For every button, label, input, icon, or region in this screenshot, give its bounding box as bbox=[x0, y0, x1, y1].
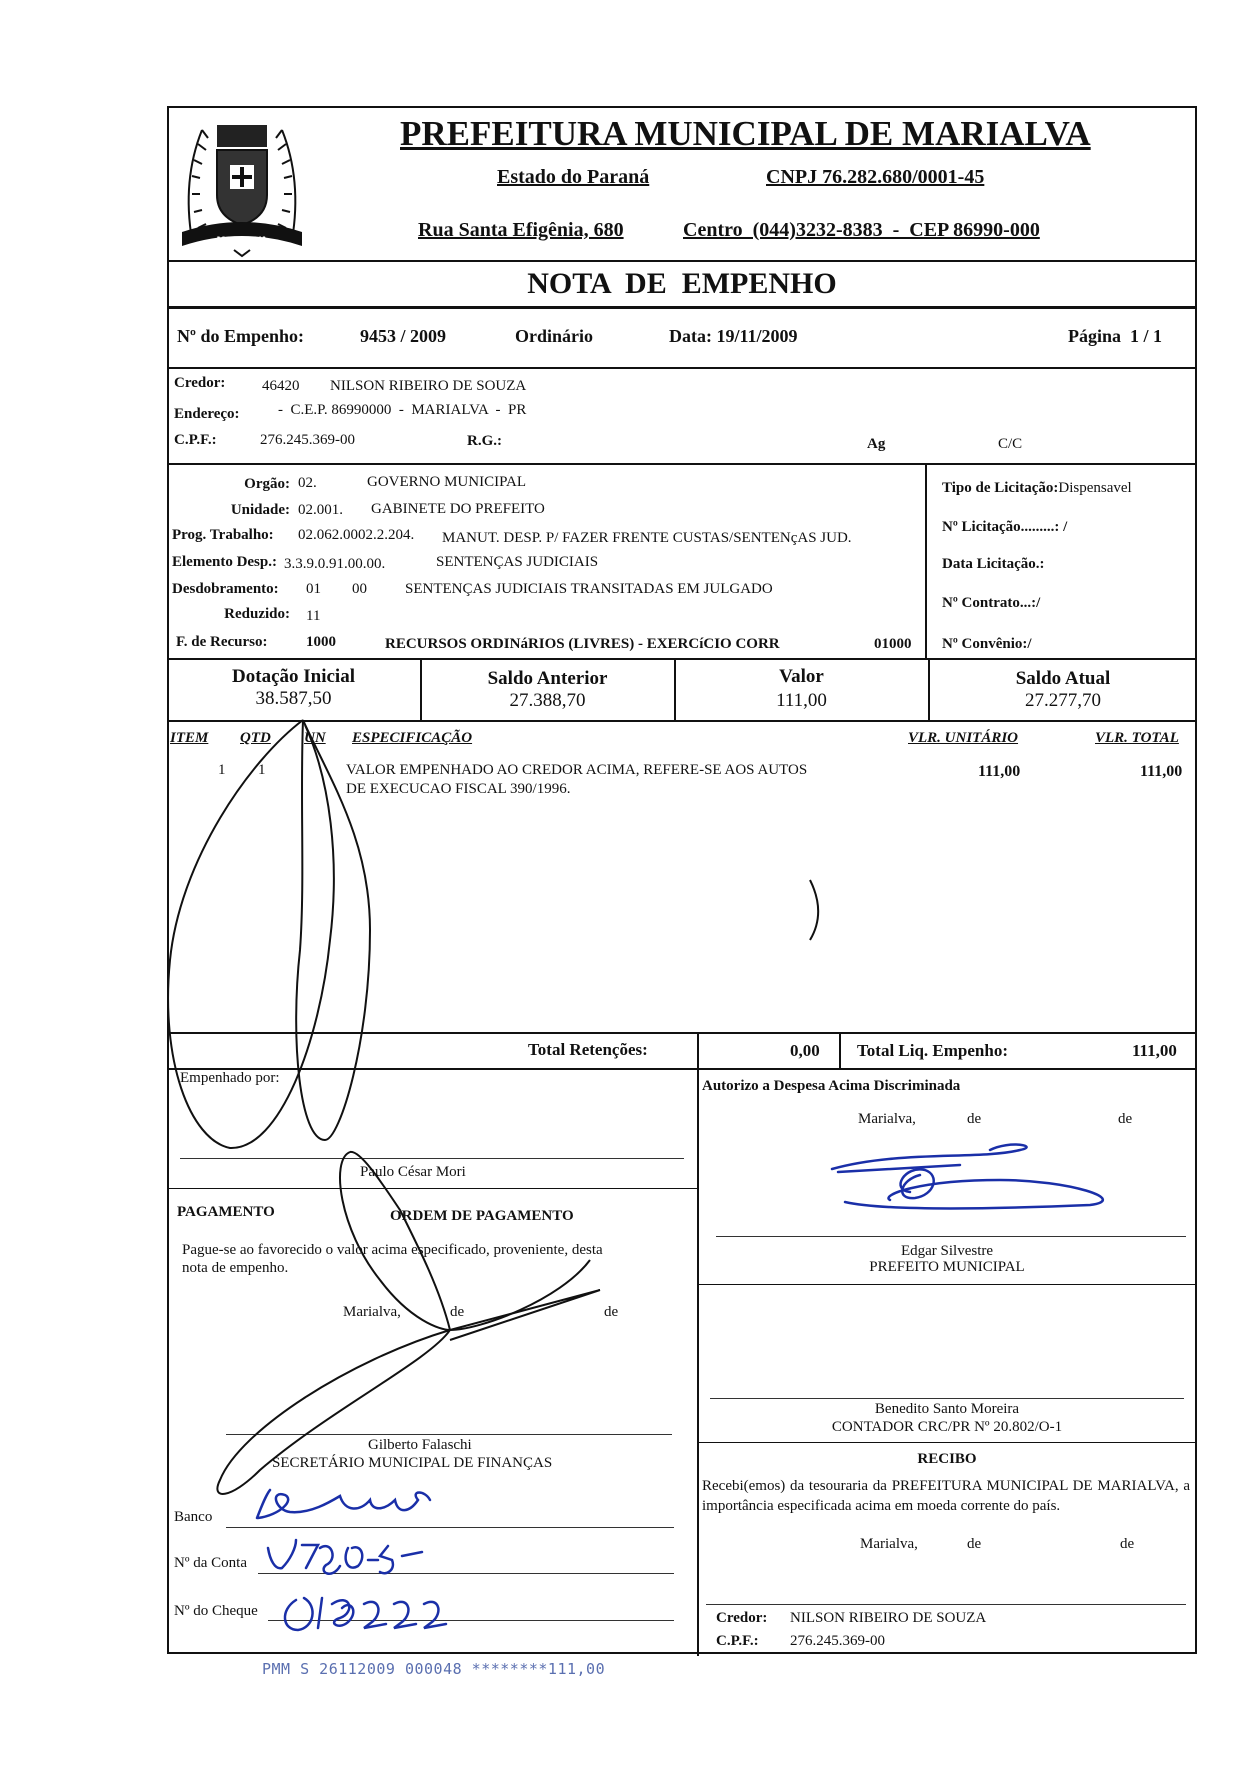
pagamento-de-1: de bbox=[450, 1304, 465, 1320]
items-header-unit: VLR. UNITÁRIO bbox=[908, 730, 1019, 746]
total-liquido-label: Total Liq. Empenho: bbox=[857, 1041, 1008, 1060]
rg-label: R.G.: bbox=[467, 433, 502, 449]
licitacao-date: Data Licitação.: bbox=[942, 556, 1045, 572]
recibo-cpf-label: C.P.F.: bbox=[716, 1633, 759, 1649]
endereco-value: - C.E.P. 86990000 - MARIALVA - PR bbox=[278, 402, 527, 418]
convenio-number: Nº Convênio:/ bbox=[942, 636, 1032, 652]
recibo-de-1: de bbox=[967, 1536, 982, 1552]
endereco-label: Endereço: bbox=[174, 406, 240, 422]
recurso-code: 1000 bbox=[306, 634, 336, 650]
saldo-anterior-label: Saldo Anterior bbox=[487, 668, 608, 689]
retencoes-label: Total Retenções: bbox=[528, 1040, 648, 1059]
empenho-type: Ordinário bbox=[515, 326, 594, 346]
pagamento-role: SECRETÁRIO MUNICIPAL DE FINANÇAS bbox=[272, 1455, 553, 1471]
divider bbox=[167, 1032, 1197, 1034]
divider bbox=[167, 658, 1197, 660]
header-title: PREFEITURA MUNICIPAL DE MARIALVA bbox=[400, 114, 1091, 153]
item-spec-line-1: VALOR EMPENHADO AO CREDOR ACIMA, REFERE-SE AOS AUTOS bbox=[346, 762, 808, 778]
recibo-place: Marialva, bbox=[860, 1536, 918, 1552]
divider bbox=[167, 260, 1197, 262]
recurso-code-2: 01000 bbox=[874, 636, 912, 652]
empenhado-label: Empenhado por: bbox=[180, 1070, 280, 1086]
divider bbox=[167, 1068, 1197, 1070]
pagamento-text-1: Pague-se ao favorecido o valor acima especificado, proveniente, desta bbox=[182, 1242, 603, 1258]
credor-code: 46420 bbox=[262, 378, 300, 394]
reduzido-value: 11 bbox=[306, 608, 321, 624]
signature-line bbox=[716, 1236, 1186, 1237]
signature-line bbox=[180, 1158, 684, 1159]
ag-label: Ag bbox=[867, 436, 886, 452]
contador-role: CONTADOR CRC/PR Nº 20.802/O-1 bbox=[831, 1419, 1063, 1435]
cpf-value: 276.245.369-00 bbox=[260, 432, 355, 448]
divider bbox=[839, 1032, 841, 1068]
orgao-code: 02. bbox=[298, 475, 317, 491]
conta-line bbox=[258, 1573, 674, 1574]
dotacao-inicial-label: Dotação Inicial bbox=[232, 666, 355, 687]
credor-label: Credor: bbox=[174, 375, 226, 391]
header-address: Rua Santa Efigênia, 680 bbox=[418, 219, 624, 241]
desdobramento-name: SENTENÇAS JUDICIAIS TRANSITADAS EM JULGADO bbox=[405, 581, 773, 597]
valor-value: 111,00 bbox=[776, 690, 827, 711]
municipal-coat-of-arms-icon bbox=[172, 110, 312, 260]
contador-signer: Benedito Santo Moreira bbox=[874, 1401, 1020, 1417]
header-state: Estado do Paraná bbox=[497, 166, 650, 188]
divider bbox=[697, 1442, 1197, 1443]
desdobramento-code-1: 01 bbox=[306, 581, 321, 597]
item-qtd: 1 bbox=[258, 762, 266, 778]
elemento-name: SENTENÇAS JUDICIAIS bbox=[436, 554, 599, 570]
divider bbox=[167, 463, 1197, 465]
valor-label: Valor bbox=[779, 666, 824, 687]
ordem-pagamento-label: ORDEM DE PAGAMENTO bbox=[390, 1208, 574, 1224]
retencoes-value: 0,00 bbox=[790, 1041, 820, 1060]
reduzido-label: Reduzido: bbox=[224, 606, 290, 622]
unidade-name: GABINETE DO PREFEITO bbox=[371, 501, 545, 517]
signature-line bbox=[226, 1434, 672, 1435]
item-spec-line-2: DE EXECUCAO FISCAL 390/1996. bbox=[346, 781, 571, 797]
saldo-atual-value: 27.277,70 bbox=[1025, 690, 1101, 711]
item-unit-value: 111,00 bbox=[978, 763, 1021, 780]
prog-label: Prog. Trabalho: bbox=[172, 527, 274, 543]
recibo-label: RECIBO bbox=[917, 1451, 977, 1467]
credor-name: NILSON RIBEIRO DE SOUZA bbox=[330, 378, 527, 394]
licitacao-number: Nº Licitação.........: / bbox=[942, 519, 1068, 535]
elemento-label: Elemento Desp.: bbox=[172, 554, 277, 570]
recibo-text: Recebi(emos) da tesouraria da PREFEITURA MUNICIPAL DE MARIALVA, a importância especificada acima em moeda corrente do país. bbox=[702, 1478, 1190, 1514]
pagamento-de-2: de bbox=[604, 1304, 619, 1320]
empenho-label: Nº do Empenho: bbox=[177, 326, 304, 346]
total-liquido-value: 111,00 bbox=[1132, 1041, 1177, 1060]
empenhado-signer: Paulo César Mori bbox=[360, 1164, 466, 1180]
divider bbox=[697, 1284, 1197, 1285]
recibo-de-2: de bbox=[1120, 1536, 1135, 1552]
divider bbox=[925, 463, 927, 658]
desdobramento-label: Desdobramento: bbox=[172, 581, 279, 597]
recibo-cpf-value: 276.245.369-00 bbox=[790, 1633, 885, 1649]
divider bbox=[167, 720, 1197, 722]
item-total-value: 111,00 bbox=[1140, 763, 1183, 780]
document-title: NOTA DE EMPENHO bbox=[527, 267, 837, 300]
items-header-item: ITEM bbox=[170, 730, 209, 746]
recurso-name: RECURSOS ORDINáRIOS (LIVRES) - EXERCíCIO CORR bbox=[385, 636, 780, 652]
items-header-un: UN bbox=[304, 730, 326, 746]
prog-name: MANUT. DESP. P/ FAZER FRENTE CUSTAS/SENTENçAS JUD. bbox=[442, 530, 852, 546]
licitacao-type-label-text: Tipo de Licitação: bbox=[942, 480, 1059, 496]
autorizo-de-2: de bbox=[1118, 1111, 1133, 1127]
divider bbox=[697, 1032, 699, 1656]
items-header-qtd: QTD bbox=[240, 730, 271, 746]
recurso-label: F. de Recurso: bbox=[176, 634, 268, 650]
svg-text:MARIALVA: MARIALVA bbox=[216, 236, 268, 246]
contrato-number: Nº Contrato...:/ bbox=[942, 595, 1041, 611]
autorizo-place: Marialva, bbox=[858, 1111, 916, 1127]
licitacao-type-label bbox=[942, 480, 1132, 497]
empenho-number: 9453 / 2009 bbox=[360, 326, 447, 346]
elemento-code: 3.3.9.0.91.00.00. bbox=[284, 556, 386, 572]
cheque-line bbox=[268, 1620, 674, 1621]
unidade-code: 02.001. bbox=[298, 502, 343, 518]
divider bbox=[167, 1188, 697, 1189]
cpf-label: C.P.F.: bbox=[174, 432, 217, 448]
items-header-spec: ESPECIFICAÇÃO bbox=[352, 730, 473, 746]
items-header-total: VLR. TOTAL bbox=[1095, 730, 1179, 746]
saldo-atual-label: Saldo Atual bbox=[1015, 668, 1111, 689]
empenho-date: Data: 19/11/2009 bbox=[669, 326, 798, 346]
banco-label: Banco bbox=[174, 1509, 213, 1525]
banco-line bbox=[226, 1527, 674, 1528]
orgao-label: Orgão: bbox=[244, 476, 290, 492]
pagamento-label: PAGAMENTO bbox=[177, 1204, 275, 1220]
saldo-anterior-value: 27.388,70 bbox=[509, 690, 586, 711]
autorizo-signer: Edgar Silvestre bbox=[900, 1243, 994, 1259]
recibo-credor-value: NILSON RIBEIRO DE SOUZA bbox=[790, 1610, 987, 1626]
header-cnpj: CNPJ 76.282.680/0001-45 bbox=[766, 166, 985, 188]
unidade-label: Unidade: bbox=[230, 502, 290, 518]
item-number: 1 bbox=[218, 762, 226, 778]
signature-line bbox=[706, 1604, 1186, 1605]
orgao-name: GOVERNO MUNICIPAL bbox=[367, 474, 527, 490]
divider bbox=[167, 367, 1197, 369]
autorizo-role: PREFEITO MUNICIPAL bbox=[869, 1259, 1025, 1275]
cc-label: C/C bbox=[998, 436, 1023, 452]
dotacao-inicial-value: 38.587,50 bbox=[255, 688, 332, 709]
pagamento-place: Marialva, bbox=[343, 1304, 401, 1320]
divider bbox=[167, 306, 1197, 309]
autorizo-de-1: de bbox=[967, 1111, 982, 1127]
conta-label: Nº da Conta bbox=[174, 1555, 247, 1571]
autorizo-label: Autorizo a Despesa Acima Discriminada bbox=[702, 1078, 961, 1094]
cheque-label: Nº do Cheque bbox=[174, 1603, 258, 1619]
licitacao-type-value: Dispensavel bbox=[1058, 480, 1132, 496]
pagamento-signer: Gilberto Falaschi bbox=[368, 1437, 472, 1453]
header-address-2: Centro (044)3232-8383 - CEP 86990-000 bbox=[683, 219, 1040, 241]
pagamento-text-2: nota de empenho. bbox=[182, 1260, 289, 1276]
signature-line bbox=[710, 1398, 1184, 1399]
payment-stamp: PMM S 26112009 000048 ********111,00 bbox=[262, 1660, 606, 1678]
recibo-credor-label: Credor: bbox=[716, 1610, 768, 1626]
page-number: Página 1 / 1 bbox=[1068, 326, 1163, 346]
desdobramento-code-2: 00 bbox=[352, 581, 367, 597]
prog-code: 02.062.0002.2.204. bbox=[298, 527, 415, 543]
